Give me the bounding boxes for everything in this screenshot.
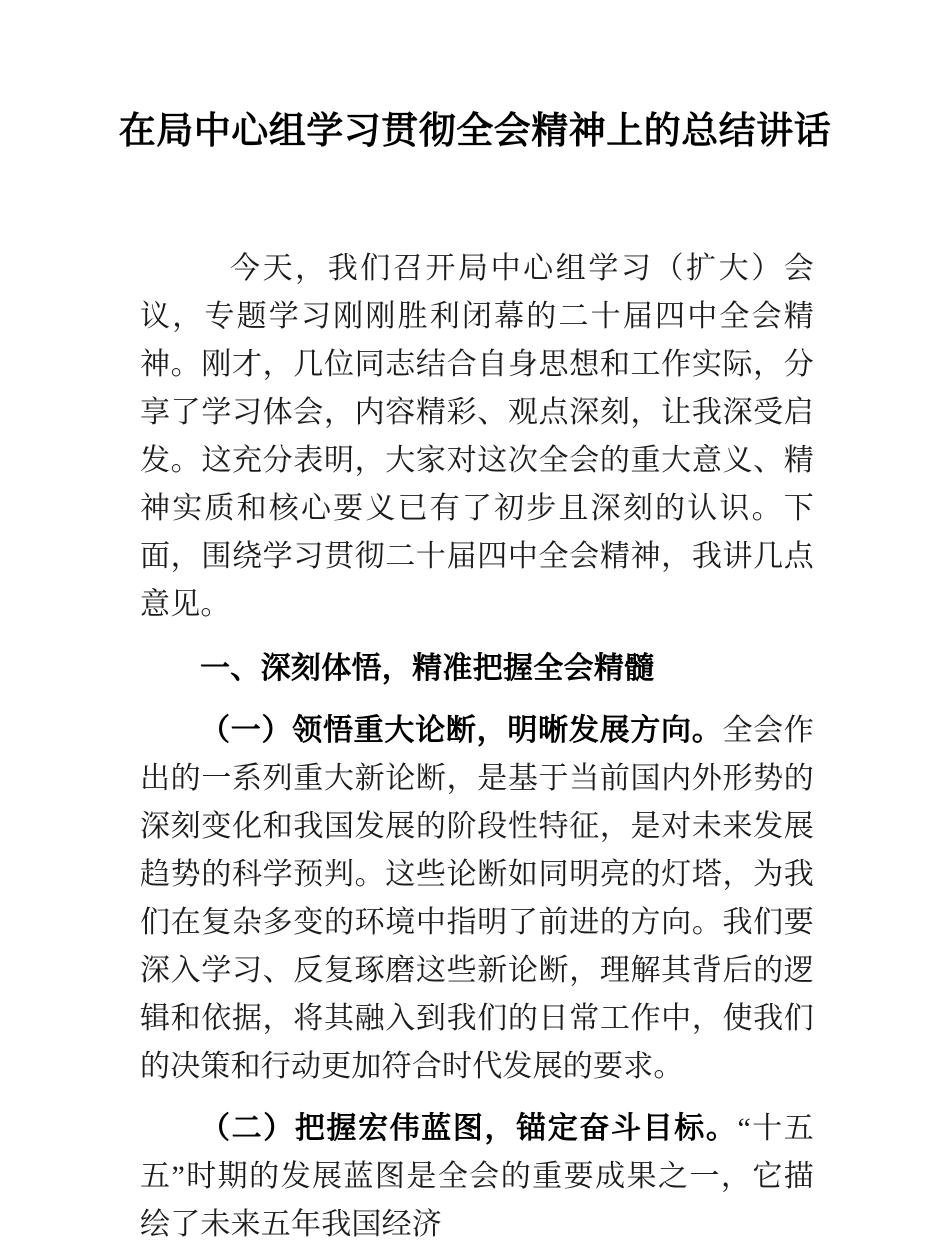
heading-section-one: 一、深刻体悟，精准把握全会精髓: [200, 652, 655, 685]
document-body: [140, 245, 814, 1249]
document-title: 在局中心组学习贯彻全会精神上的总结讲话: [118, 110, 832, 151]
block-spacer: [140, 1091, 814, 1105]
subsection-one-lead: （一）领悟重大论断，明晰发展方向。: [200, 714, 723, 747]
paragraph-subsection-one: [140, 707, 814, 1091]
paragraph-opening: 今天，我们召开局中心组学习（扩大）会议，专题学习刚刚胜利闭幕的二十届四中全会精神。刚才，几位同志结合自身思想和工作实际，分享了学习体会，内容精彩、观点深刻，让我深受启发。这充分表明，大家对这次全会的重大意义、精神实质和核心要义已有了初步且深刻的认识。下面，围绕学习贯彻二十届四中全会精神，我讲几点意见。: [140, 252, 814, 621]
block-spacer: [140, 693, 814, 707]
paragraph-subsection-two: [140, 1105, 814, 1249]
block-spacer: [140, 629, 814, 645]
subsection-one-body: 全会作出的一系列重大新论断，是基于当前国内外形势的深刻变化和我国发展的阶段性特征，是对未来发展趋势的科学预判。这些论断如同明亮的灯塔，为我们在复杂多变的环境中指明了前进的方向。我们要深入学习、反复琢磨这些新论断，理解其背后的逻辑和依据，将其融入到我们的日常工作中，使我们的决策和行动更加符合时代发展的要求。: [140, 714, 814, 1083]
subsection-two-lead: （二）把握宏伟蓝图，锚定奋斗目标。: [200, 1112, 738, 1145]
subsection-two-body: “十五五”时期的发展蓝图是全会的重要成果之一，它描绘了未来五年我国经济: [140, 1112, 814, 1241]
